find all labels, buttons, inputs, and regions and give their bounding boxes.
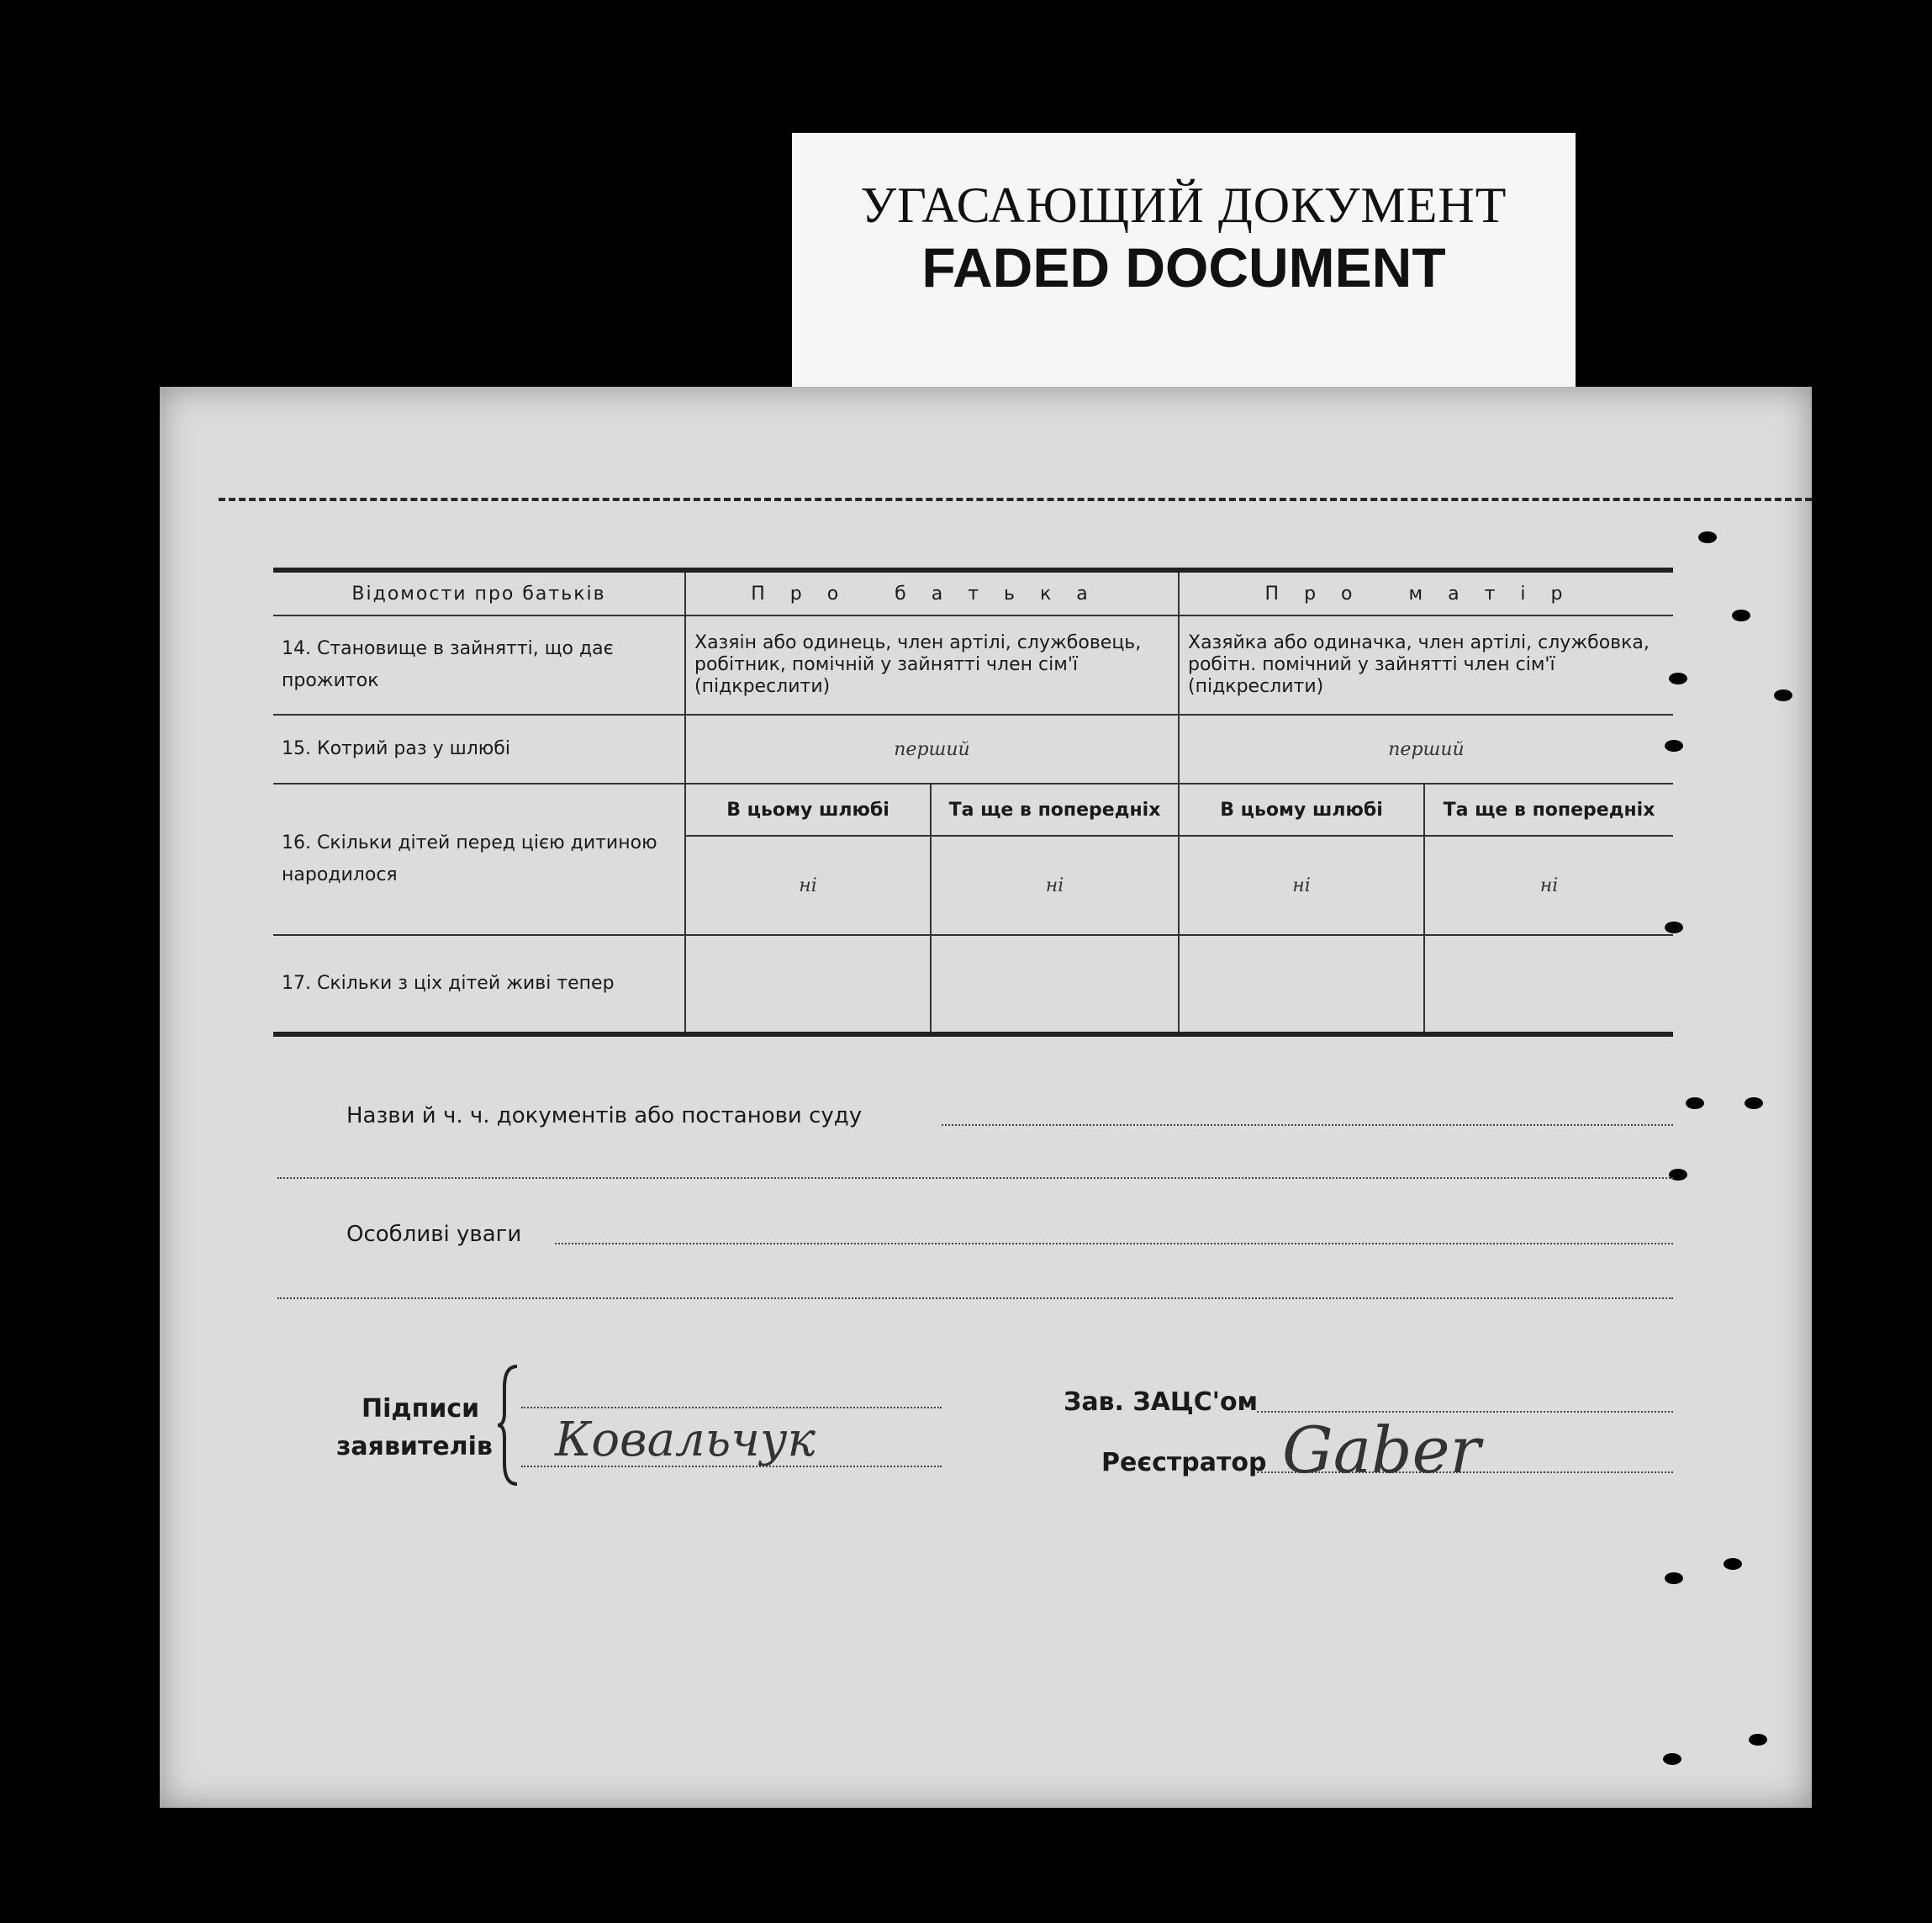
children-mother-previous: ні bbox=[1424, 836, 1673, 935]
applicant-signature-line-1 bbox=[521, 1407, 942, 1408]
punch-hole bbox=[1686, 1097, 1704, 1109]
perforation-line bbox=[219, 498, 1812, 501]
living-children-cell bbox=[685, 935, 931, 1034]
applicant-signature: Ковальчук bbox=[555, 1413, 816, 1467]
table-header-row bbox=[273, 570, 1673, 615]
header-about-father: Про батька bbox=[685, 570, 1179, 615]
mother-occupation-options: Хазяйка або одиначка, член артілі, службовка, робітн. помічний у зайнятті член сім'ї (підкреслити) bbox=[1179, 615, 1673, 715]
question-15: 15. Котрий раз у шлюбі bbox=[273, 715, 685, 784]
question-16: 16. Скільки дітей перед цією дитиною народилося bbox=[273, 784, 685, 935]
table-subheader-row bbox=[273, 784, 1673, 836]
faded-document-label bbox=[792, 133, 1576, 392]
punch-hole bbox=[1723, 1558, 1742, 1570]
registrar-signature: Gaber bbox=[1282, 1413, 1481, 1487]
subheader-mother-this-marriage: В цьому шлюбі bbox=[1179, 784, 1424, 836]
punch-hole bbox=[1732, 610, 1750, 621]
punch-hole bbox=[1749, 1734, 1767, 1746]
children-father-previous: ні bbox=[931, 836, 1179, 935]
subheader-father-this-marriage: В цьому шлюбі bbox=[685, 784, 931, 836]
table-row bbox=[273, 935, 1673, 1034]
remarks-line-2 bbox=[277, 1297, 1673, 1299]
header-about-mother: Про матір bbox=[1179, 570, 1673, 615]
parents-info-table bbox=[273, 568, 1673, 1037]
registrar-label: Реєстратор bbox=[1101, 1448, 1267, 1477]
applicants-signatures-label-2: заявителів bbox=[336, 1432, 493, 1461]
children-mother-this-marriage: ні bbox=[1179, 836, 1424, 935]
punch-hole bbox=[1663, 1753, 1681, 1765]
documents-line bbox=[942, 1124, 1673, 1126]
remarks-label: Особливі уваги bbox=[346, 1222, 522, 1247]
brace-icon bbox=[496, 1362, 521, 1488]
living-children-cell bbox=[931, 935, 1179, 1034]
record-sheet bbox=[160, 387, 1812, 1808]
punch-hole bbox=[1698, 531, 1717, 543]
mother-marriage-count-answer: перший bbox=[1179, 715, 1673, 784]
documents-line-2 bbox=[277, 1177, 1673, 1179]
head-registry-label: Зав. ЗАЦС'ом bbox=[1064, 1387, 1259, 1417]
parents-info-form bbox=[273, 568, 1673, 1037]
table-row bbox=[273, 715, 1673, 784]
subheader-mother-previous: Та ще в попередніх bbox=[1424, 784, 1673, 836]
table-row bbox=[273, 615, 1673, 715]
punch-hole bbox=[1745, 1097, 1763, 1109]
children-father-this-marriage: ні bbox=[685, 836, 931, 935]
applicants-signatures-label-1: Підписи bbox=[362, 1394, 480, 1424]
living-children-cell bbox=[1424, 935, 1673, 1034]
label-title-en: FADED DOCUMENT bbox=[921, 236, 1446, 298]
punch-hole bbox=[1665, 1572, 1683, 1584]
father-occupation-options: Хазяін або одинець, член артілі, службовець, робітник, помічній у зайнятті член сім'ї (підкреслити) bbox=[685, 615, 1179, 715]
question-17: 17. Скільки з ціх дітей живі тепер bbox=[273, 935, 685, 1034]
living-children-cell bbox=[1179, 935, 1424, 1034]
header-parents-info: Відомости про батьків bbox=[273, 570, 685, 615]
remarks-line bbox=[555, 1243, 1673, 1244]
father-marriage-count-answer: перший bbox=[685, 715, 1179, 784]
documents-label: Назви й ч. ч. документів або постанови суду bbox=[346, 1103, 863, 1128]
subheader-father-previous: Та ще в попередніх bbox=[931, 784, 1179, 836]
label-title-ru: УГАСАЮЩИЙ ДОКУМЕНТ bbox=[860, 177, 1507, 233]
punch-hole bbox=[1774, 689, 1792, 701]
question-14: 14. Становище в зайнятті, що дає прожиток bbox=[273, 615, 685, 715]
